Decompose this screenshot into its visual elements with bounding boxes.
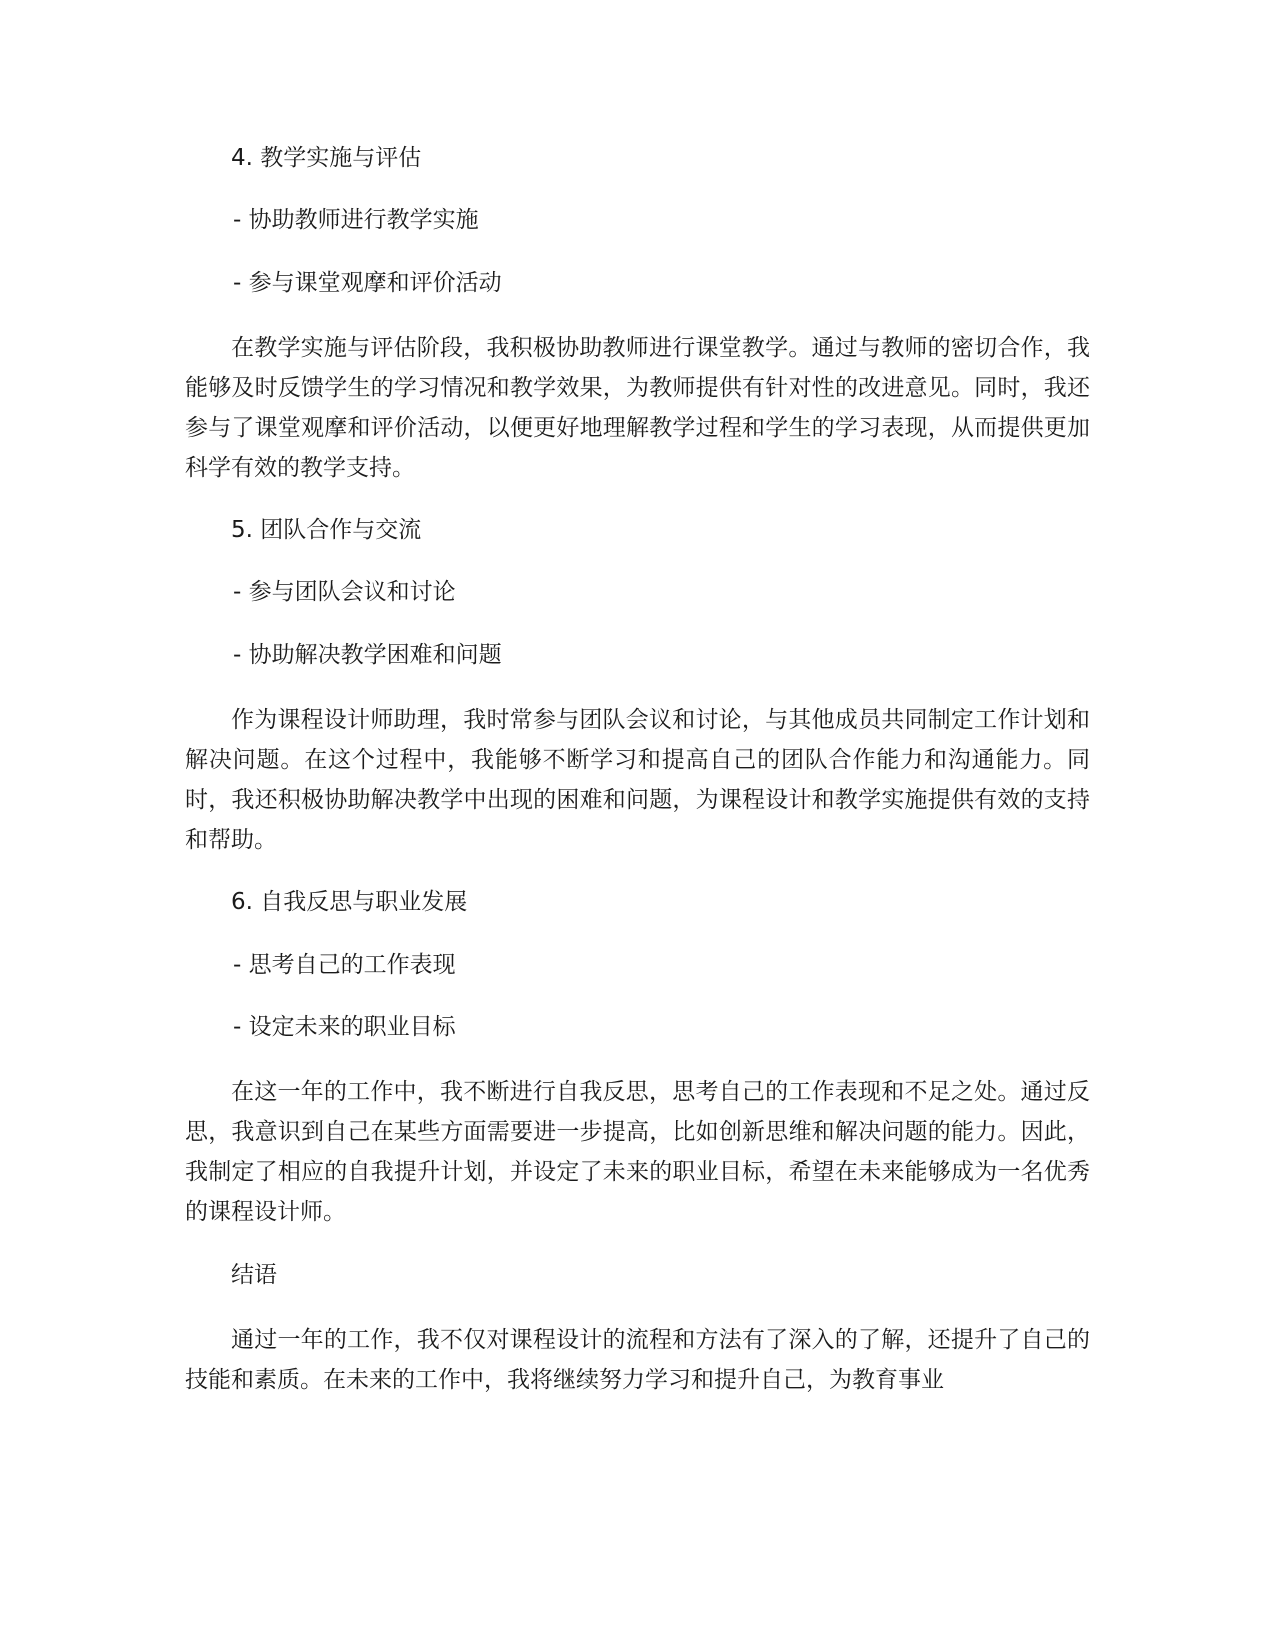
section-6-bullet-1: - 思考自己的工作表现 bbox=[233, 952, 456, 978]
section-6-heading: 6. 自我反思与职业发展 bbox=[231, 889, 468, 915]
section-5-bullet-2: - 协助解决教学困难和问题 bbox=[233, 642, 502, 668]
conclusion-heading: 结语 bbox=[231, 1262, 277, 1288]
section-4-bullet-1: - 协助教师进行教学实施 bbox=[233, 207, 479, 233]
section-4-heading: 4. 教学实施与评估 bbox=[231, 145, 422, 171]
section-5-heading: 5. 团队合作与交流 bbox=[231, 517, 422, 543]
section-5-bullet-1: - 参与团队会议和讨论 bbox=[233, 579, 456, 605]
section-6-paragraph: 在这一年的工作中，我不断进行自我反思，思考自己的工作表现和不足之处。通过反思，我意识到自己在某些方面需要进一步提高，比如创新思维和解决问题的能力。因此，我制定了相应的自我提升计划，并设定了未来的职业目标，希望在未来能够成为一名优秀的课程设计师。 bbox=[185, 1079, 1090, 1225]
conclusion-paragraph: 通过一年的工作，我不仅对课程设计的流程和方法有了深入的了解，还提升了自己的技能和素质。在未来的工作中，我将继续努力学习和提升自己，为教育事业 bbox=[185, 1327, 1090, 1393]
section-4-paragraph: 在教学实施与评估阶段，我积极协助教师进行课堂教学。通过与教师的密切合作，我能够及时反馈学生的学习情况和教学效果，为教师提供有针对性的改进意见。同时，我还参与了课堂观摩和评价活动，以便更好地理解教学过程和学生的学习表现，从而提供更加科学有效的教学支持。 bbox=[185, 335, 1090, 481]
section-4-bullet-2: - 参与课堂观摩和评价活动 bbox=[233, 270, 502, 296]
section-5-paragraph: 作为课程设计师助理，我时常参与团队会议和讨论，与其他成员共同制定工作计划和解决问题。在这个过程中，我能够不断学习和提高自己的团队合作能力和沟通能力。同时，我还积极协助解决教学中出现的困难和问题，为课程设计和教学实施提供有效的支持和帮助。 bbox=[185, 707, 1090, 853]
section-6-bullet-2: - 设定未来的职业目标 bbox=[233, 1014, 456, 1040]
